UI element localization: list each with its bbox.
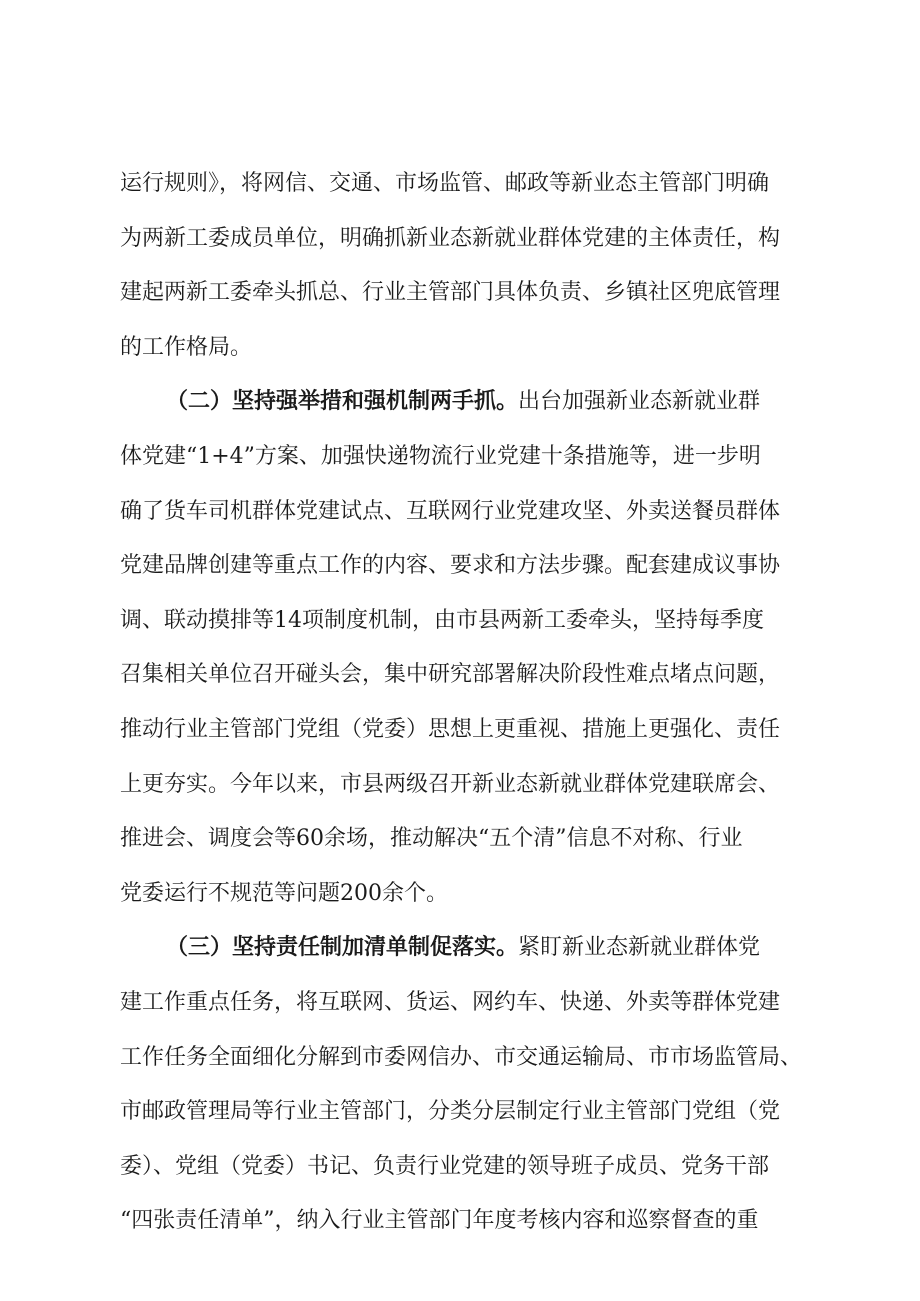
text-line: “四张责任清单”，纳入行业主管部门年度考核内容和巡察督查的重 (120, 1208, 759, 1234)
text-line: 为两新工委成员单位，明确抓新业态新就业群体党建的主体责任，构 (120, 225, 781, 251)
paragraph-2 (120, 375, 810, 921)
text-line: 推进会、调度会等60余场，推动解决“五个清”信息不对称、行业 (120, 826, 743, 852)
text-run: 紧盯新业态新就业群体党 (518, 935, 761, 961)
paragraph-1 (120, 157, 810, 375)
paragraph-first-line (120, 921, 810, 976)
text-line: 调、联动摸排等14项制度机制，由市县两新工委牵头，坚持每季度 (120, 607, 764, 633)
text-line: 运行规则》，将网信、交通、市场监管、邮政等新业态主管部门明确 (120, 171, 770, 196)
text-line: 的工作格局。 (120, 334, 253, 360)
section-heading: （二）坚持强举措和强机制两手抓。 (166, 389, 519, 415)
text-line: 体党建“1+4”方案、加强快递物流行业党建十条措施等，进一步明 (120, 443, 761, 469)
text-line: 委）、党组（党委）书记、负责行业党建的领导班子成员、党务干部 (120, 1153, 770, 1179)
text-line: 推动行业主管部门党组（党委）思想上更重视、措施上更强化、责任 (120, 716, 781, 742)
text-line: 市邮政管理局等行业主管部门，分类分层制定行业主管部门党组（党 (120, 1099, 781, 1125)
text-line: 建工作重点任务，将互联网、货运、网约车、快递、外卖等群体党建 (120, 989, 781, 1015)
text-line: 工作任务全面细化分解到市委网信办、市交通运输局、市市场监管局、 (120, 1044, 803, 1070)
document-body (120, 157, 810, 1249)
paragraph-3 (120, 921, 810, 1249)
text-line: 党委运行不规范等问题200余个。 (120, 880, 448, 906)
text-line: 确了货车司机群体党建试点、互联网行业党建攻坚、外卖送餐员群体 (120, 498, 781, 524)
paragraph-first-line (120, 375, 810, 430)
text-line: 党建品牌创建等重点工作的内容、要求和方法步骤。配套建成议事协 (120, 553, 781, 579)
text-line: 上更夯实。今年以来，市县两级召开新业态新就业群体党建联席会、 (120, 771, 781, 797)
section-heading: （三）坚持责任制加清单制促落实。 (166, 935, 519, 961)
text-line: 召集相关单位召开碰头会，集中研究部署解决阶段性难点堵点问题， (120, 662, 781, 688)
text-line: 建起两新工委牵头抓总、行业主管部门具体负责、乡镇社区兜底管理 (120, 280, 781, 306)
text-run: 出台加强新业态新就业群 (518, 389, 761, 415)
